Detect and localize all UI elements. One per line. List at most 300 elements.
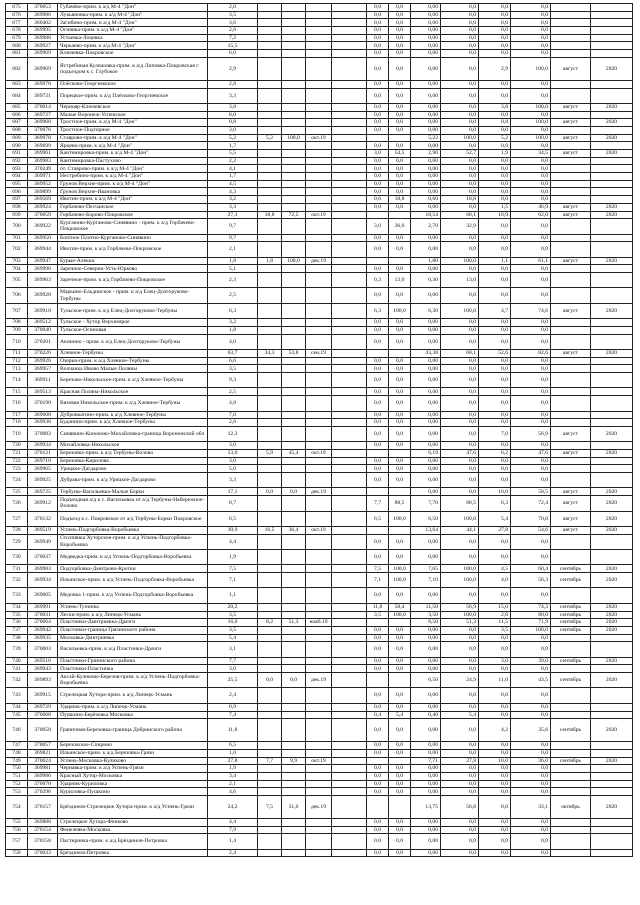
cell-v7: 43,38 <box>411 349 441 357</box>
cell-v4 <box>332 834 367 849</box>
cell-v9: 0,0 <box>479 34 511 42</box>
cell-month: сентябрь <box>551 719 591 742</box>
cell-km: 6,5 <box>208 742 258 750</box>
cell-km: 2,8 <box>208 80 258 88</box>
cell-no: 750 <box>6 765 28 773</box>
cell-v5: 0,4 <box>367 711 389 719</box>
cell-v7: 13,75 <box>411 796 441 819</box>
cell-v9: 0,0 <box>479 396 511 411</box>
cell-month: сентябрь <box>551 657 591 665</box>
cell-v5: 0,0 <box>367 203 389 211</box>
cell-no: 755 <box>6 819 28 827</box>
cell-name: Чернояр-Ключевское <box>58 103 208 111</box>
table-row <box>6 19 633 27</box>
cell-km: 7,9 <box>208 826 258 834</box>
cell-v7: 7,71 <box>411 757 441 765</box>
cell-month <box>551 588 591 603</box>
cell-v6: 0,0 <box>389 42 411 50</box>
cell-name: Губачёво-прим. к а/д М-4 "Дон" <box>58 4 208 12</box>
cell-v8: 0,0 <box>441 473 479 488</box>
cell-v8: 0,0 <box>441 173 479 181</box>
cell-month <box>551 126 591 134</box>
cell-v9: 6,2 <box>479 449 511 457</box>
cell-v10: 0,0 <box>511 180 551 188</box>
cell-v7: 0,00 <box>411 50 441 58</box>
cell-v3: дек.19 <box>306 257 332 265</box>
cell-v10: 39,0 <box>511 657 551 665</box>
cell-km: 2,5 <box>208 388 258 396</box>
cell-year <box>591 826 633 834</box>
table-row <box>6 603 633 611</box>
cell-v3: сен.19 <box>306 349 332 357</box>
cell-code: 370053 <box>28 4 58 12</box>
cell-v9: 4,2 <box>479 719 511 742</box>
cell-v9: 0,0 <box>479 772 511 780</box>
cell-month <box>551 50 591 58</box>
cell-v4 <box>332 234 367 242</box>
cell-v6: 0,0 <box>389 4 411 12</box>
table-row <box>6 526 633 534</box>
cell-no: 697 <box>6 196 28 204</box>
cell-no: 690 <box>6 142 28 150</box>
cell-v5: 0,0 <box>367 373 389 388</box>
table-row <box>6 819 633 827</box>
cell-v3 <box>306 50 332 58</box>
cell-v8: 0,0 <box>441 111 479 119</box>
cell-v10: 43,5 <box>511 673 551 688</box>
cell-km: 3,6 <box>208 19 258 27</box>
cell-v9: 0,0 <box>479 326 511 334</box>
cell-name: Тербуны-Васильевка-Малые Борки <box>58 488 208 496</box>
cell-v5 <box>367 757 389 765</box>
cell-v1 <box>258 588 282 603</box>
cell-v5: 0,0 <box>367 411 389 419</box>
cell-v2: 36,4 <box>282 526 306 534</box>
cell-v2 <box>282 411 306 419</box>
cell-code: 369608 <box>28 411 58 419</box>
cell-v5 <box>367 349 389 357</box>
cell-v2 <box>282 242 306 257</box>
cell-v8: 100,0 <box>441 134 479 142</box>
cell-year <box>591 4 633 12</box>
table-row <box>6 203 633 211</box>
cell-v2: 45,4 <box>282 449 306 457</box>
cell-v4 <box>332 634 367 642</box>
cell-code: 370083 <box>28 426 58 441</box>
cell-v7: 7,70 <box>411 496 441 511</box>
cell-v4 <box>332 719 367 742</box>
cell-name: Грунов Верхне-Ивановка <box>58 188 208 196</box>
cell-no: 688 <box>6 126 28 134</box>
cell-v2 <box>282 303 306 318</box>
cell-v1 <box>258 772 282 780</box>
cell-month: сентябрь <box>551 619 591 627</box>
table-row <box>6 11 633 19</box>
cell-name: Успень-Московка-Куликово <box>58 757 208 765</box>
cell-name: Тульское-прим. к а/д Елец-Долгоруково-Тербуны <box>58 303 208 318</box>
table-row <box>6 449 633 457</box>
cell-no: 711 <box>6 349 28 357</box>
cell-month <box>551 819 591 827</box>
cell-km: 3,2 <box>208 319 258 327</box>
cell-no: 683 <box>6 80 28 88</box>
cell-km: 9,7 <box>208 219 258 234</box>
cell-v6: 0,0 <box>389 242 411 257</box>
cell-v5: 0,0 <box>367 4 389 12</box>
cell-month <box>551 388 591 396</box>
cell-v3 <box>306 373 332 388</box>
cell-no: 742 <box>6 673 28 688</box>
cell-v7: 0,00 <box>411 34 441 42</box>
cell-month: август <box>551 134 591 142</box>
cell-name: Заречное-прим. к а/д Горбачево-Покровское <box>58 273 208 288</box>
table-row <box>6 219 633 234</box>
cell-v5: 0,0 <box>367 473 389 488</box>
cell-v9: 0,0 <box>479 388 511 396</box>
cell-v2: 53,8 <box>282 349 306 357</box>
table-row <box>6 234 633 242</box>
cell-code: 369957 <box>28 365 58 373</box>
cell-km: 1,1 <box>208 588 258 603</box>
cell-km: 20,2 <box>208 603 258 611</box>
cell-year <box>591 442 633 450</box>
cell-v10: 100,0 <box>511 103 551 111</box>
cell-v9: 1,9 <box>479 150 511 158</box>
cell-year <box>591 780 633 788</box>
cell-v10: 0,0 <box>511 219 551 234</box>
cell-v8: 0,0 <box>441 203 479 211</box>
cell-v1 <box>258 196 282 204</box>
table-row <box>6 634 633 642</box>
cell-month: август <box>551 526 591 534</box>
cell-month: август <box>551 103 591 111</box>
cell-month <box>551 273 591 288</box>
cell-v2 <box>282 50 306 58</box>
cell-v5: 0,0 <box>367 549 389 564</box>
cell-year <box>591 834 633 849</box>
cell-v4 <box>332 749 367 757</box>
cell-v1 <box>258 749 282 757</box>
cell-no: 731 <box>6 565 28 573</box>
cell-v7: 0,00 <box>411 626 441 634</box>
cell-no: 703 <box>6 257 28 265</box>
cell-month <box>551 80 591 88</box>
cell-v8: 0,0 <box>441 19 479 27</box>
cell-no: 694 <box>6 173 28 181</box>
cell-v4 <box>332 849 367 857</box>
cell-month <box>551 711 591 719</box>
cell-v10: 0,0 <box>511 19 551 27</box>
cell-v3 <box>306 273 332 288</box>
cell-name: Волчанка Ивово Малые Поляны <box>58 365 208 373</box>
cell-v7: 0,00 <box>411 834 441 849</box>
cell-v7: 0,00 <box>411 742 441 750</box>
cell-v5 <box>367 211 389 219</box>
cell-no: 704 <box>6 265 28 273</box>
cell-v3: дек.19 <box>306 796 332 819</box>
cell-no: 713 <box>6 365 28 373</box>
cell-v4 <box>332 4 367 12</box>
cell-v6 <box>389 796 411 819</box>
cell-v9: 5,4 <box>479 511 511 526</box>
cell-v4 <box>332 665 367 673</box>
table-row <box>6 103 633 111</box>
cell-km: 5,0 <box>208 465 258 473</box>
cell-year <box>591 180 633 188</box>
cell-v10: 0,0 <box>511 788 551 796</box>
cell-code: 370154 <box>28 826 58 834</box>
cell-code: 369938 <box>28 419 58 427</box>
cell-v6: 58,4 <box>389 603 411 611</box>
cell-v9: 11,5 <box>479 619 511 627</box>
cell-month <box>551 157 591 165</box>
cell-month <box>551 849 591 857</box>
cell-no: 681 <box>6 50 28 58</box>
cell-v6: 0,0 <box>389 788 411 796</box>
cell-v4 <box>332 57 367 80</box>
cell-name: Медведка-прим. к а/д Успень-Подгорбовка-Воробьевка <box>58 549 208 564</box>
cell-v2 <box>282 719 306 742</box>
cell-v2 <box>282 834 306 849</box>
cell-v9: 0,0 <box>479 442 511 450</box>
cell-v1: 8,2 <box>258 619 282 627</box>
cell-v8: 0,0 <box>441 849 479 857</box>
cell-v3 <box>306 303 332 318</box>
cell-month <box>551 265 591 273</box>
cell-v10: 0,0 <box>511 373 551 388</box>
cell-v9: 0,0 <box>479 50 511 58</box>
cell-no: 756 <box>6 826 28 834</box>
cell-no: 706 <box>6 288 28 303</box>
cell-v3 <box>306 834 332 849</box>
cell-no: 732 <box>6 573 28 588</box>
cell-v7: 0,00 <box>411 57 441 80</box>
cell-v1: 34,3 <box>258 349 282 357</box>
cell-year: 2020 <box>591 449 633 457</box>
cell-no: 714 <box>6 373 28 388</box>
cell-v9: 0,0 <box>479 549 511 564</box>
cell-code: 369727 <box>28 111 58 119</box>
cell-year: 2020 <box>591 496 633 511</box>
cell-v3 <box>306 419 332 427</box>
cell-v1 <box>258 834 282 849</box>
cell-code: 369961 <box>28 150 58 158</box>
cell-v8: 0,0 <box>441 50 479 58</box>
cell-km: 5,2 <box>208 134 258 142</box>
cell-v4 <box>332 826 367 834</box>
cell-v4 <box>332 365 367 373</box>
cell-month <box>551 234 591 242</box>
cell-year <box>591 173 633 181</box>
cell-v5: 0,0 <box>367 357 389 365</box>
cell-v7: 0,00 <box>411 234 441 242</box>
cell-v5: 0,0 <box>367 465 389 473</box>
cell-no: 734 <box>6 603 28 611</box>
cell-month: октябрь <box>551 796 591 819</box>
cell-v4 <box>332 819 367 827</box>
cell-month <box>551 173 591 181</box>
cell-name: Бочтное Плотно-Курганово-Синявино <box>58 234 208 242</box>
cell-v8: 0,0 <box>441 319 479 327</box>
cell-month <box>551 326 591 334</box>
cell-v2: 100,0 <box>282 257 306 265</box>
cell-v1 <box>258 373 282 388</box>
cell-v2 <box>282 88 306 103</box>
cell-code: 370068 <box>28 711 58 719</box>
table-row <box>6 326 633 334</box>
cell-v4 <box>332 103 367 111</box>
cell-no: 715 <box>6 388 28 396</box>
cell-v10: 36,0 <box>511 757 551 765</box>
cell-v4 <box>332 203 367 211</box>
cell-month: сентябрь <box>551 573 591 588</box>
cell-v1: 7,5 <box>258 796 282 819</box>
cell-code: 369949 <box>28 534 58 549</box>
cell-v10: 0,0 <box>511 319 551 327</box>
cell-v1 <box>258 711 282 719</box>
cell-v7: 13,64 <box>411 526 441 534</box>
cell-name: Хлевное-Тербуны <box>58 349 208 357</box>
cell-v7: 2,90 <box>411 150 441 158</box>
cell-v1: 0,0 <box>258 488 282 496</box>
cell-v4 <box>332 150 367 158</box>
cell-name: Ключевка-Покровское <box>58 50 208 58</box>
cell-v3 <box>306 742 332 750</box>
cell-name: Березово-Никольское-прим. к а/д Хлевное-Тербуны <box>58 373 208 388</box>
cell-v9: 0,0 <box>479 465 511 473</box>
cell-v8: 27,8 <box>441 757 479 765</box>
cell-v8: 0,0 <box>441 588 479 603</box>
cell-v8: 0,0 <box>441 288 479 303</box>
cell-v8: 0,0 <box>441 165 479 173</box>
cell-no: 677 <box>6 19 28 27</box>
table-row <box>6 111 633 119</box>
table-row <box>6 180 633 188</box>
cell-v4 <box>332 496 367 511</box>
cell-v8: 0,0 <box>441 665 479 673</box>
cell-v5: 0,0 <box>367 588 389 603</box>
cell-v5 <box>367 526 389 534</box>
cell-month <box>551 634 591 642</box>
cell-name: Ивотин-прим. к а/д М-4 "Дон" <box>58 196 208 204</box>
cell-v1 <box>258 426 282 441</box>
cell-year: 2020 <box>591 349 633 357</box>
cell-v10: 0,0 <box>511 588 551 603</box>
cell-v1 <box>258 457 282 465</box>
cell-v2 <box>282 388 306 396</box>
cell-v4 <box>332 442 367 450</box>
cell-km: 3,3 <box>208 203 258 211</box>
cell-name: Загибино-прим. к а/д М-4 "Дон" <box>58 19 208 27</box>
cell-v5: 0,0 <box>367 103 389 111</box>
cell-v10: 0,0 <box>511 357 551 365</box>
cell-v9: 0,0 <box>479 334 511 349</box>
cell-v8: 0,0 <box>441 819 479 827</box>
cell-v4 <box>332 488 367 496</box>
cell-no: 701 <box>6 234 28 242</box>
cell-v9: 0,0 <box>479 357 511 365</box>
cell-v7: 0,00 <box>411 103 441 111</box>
cell-code: 369952 <box>28 180 58 188</box>
cell-v6: 0,0 <box>389 57 411 80</box>
cell-v3 <box>306 634 332 642</box>
cell-no: 717 <box>6 411 28 419</box>
cell-v8: 0,0 <box>441 119 479 127</box>
cell-v6: 0,0 <box>389 126 411 134</box>
cell-v6: 0,0 <box>389 442 411 450</box>
cell-v1 <box>258 496 282 511</box>
table-row <box>6 665 633 673</box>
cell-year <box>591 196 633 204</box>
cell-v4 <box>332 396 367 411</box>
cell-v4 <box>332 411 367 419</box>
cell-v8: 100,0 <box>441 257 479 265</box>
cell-no: 751 <box>6 772 28 780</box>
cell-year <box>591 711 633 719</box>
cell-year <box>591 219 633 234</box>
cell-v1 <box>258 780 282 788</box>
cell-v3 <box>306 603 332 611</box>
cell-v4 <box>332 780 367 788</box>
cell-v6: 0,0 <box>389 703 411 711</box>
cell-month <box>551 642 591 657</box>
cell-v5: 0,0 <box>367 88 389 103</box>
cell-v1 <box>258 365 282 373</box>
cell-year <box>591 703 633 711</box>
cell-v4 <box>332 573 367 588</box>
cell-km: 4,5 <box>208 180 258 188</box>
cell-no: 722 <box>6 457 28 465</box>
cell-v5: 0,0 <box>367 834 389 849</box>
cell-v9: 0,0 <box>479 142 511 150</box>
cell-month: сентябрь <box>551 603 591 611</box>
cell-v1 <box>258 534 282 549</box>
cell-v1 <box>258 388 282 396</box>
cell-km: 5,5 <box>208 150 258 158</box>
cell-km: 2,2 <box>208 157 258 165</box>
cell-v1 <box>258 4 282 12</box>
cell-no: 693 <box>6 165 28 173</box>
cell-code: 369512 <box>28 319 58 327</box>
cell-no: 720 <box>6 442 28 450</box>
table-row <box>6 626 633 634</box>
cell-v3 <box>306 442 332 450</box>
cell-v2 <box>282 573 306 588</box>
cell-v2 <box>282 565 306 573</box>
cell-v2: 0,0 <box>282 488 306 496</box>
cell-no: 700 <box>6 219 28 234</box>
cell-month: август <box>551 57 591 80</box>
table-row <box>6 42 633 50</box>
cell-v9: 0,0 <box>479 234 511 242</box>
cell-v6: 0,0 <box>389 265 411 273</box>
table-row <box>6 719 633 742</box>
cell-v8: 0,0 <box>441 157 479 165</box>
cell-v6: 100,0 <box>389 611 411 619</box>
cell-v8: 0,0 <box>441 834 479 849</box>
cell-code: 370024 <box>28 757 58 765</box>
cell-v8: 0,0 <box>441 457 479 465</box>
cell-v1 <box>258 180 282 188</box>
cell-v5: 3,0 <box>367 150 389 158</box>
cell-no: 692 <box>6 157 28 165</box>
cell-v4 <box>332 188 367 196</box>
cell-code: 369721 <box>28 88 58 103</box>
cell-v6: 0,0 <box>389 688 411 703</box>
cell-year: 2020 <box>591 303 633 318</box>
cell-v3 <box>306 142 332 150</box>
cell-v6: 36,6 <box>389 219 411 234</box>
